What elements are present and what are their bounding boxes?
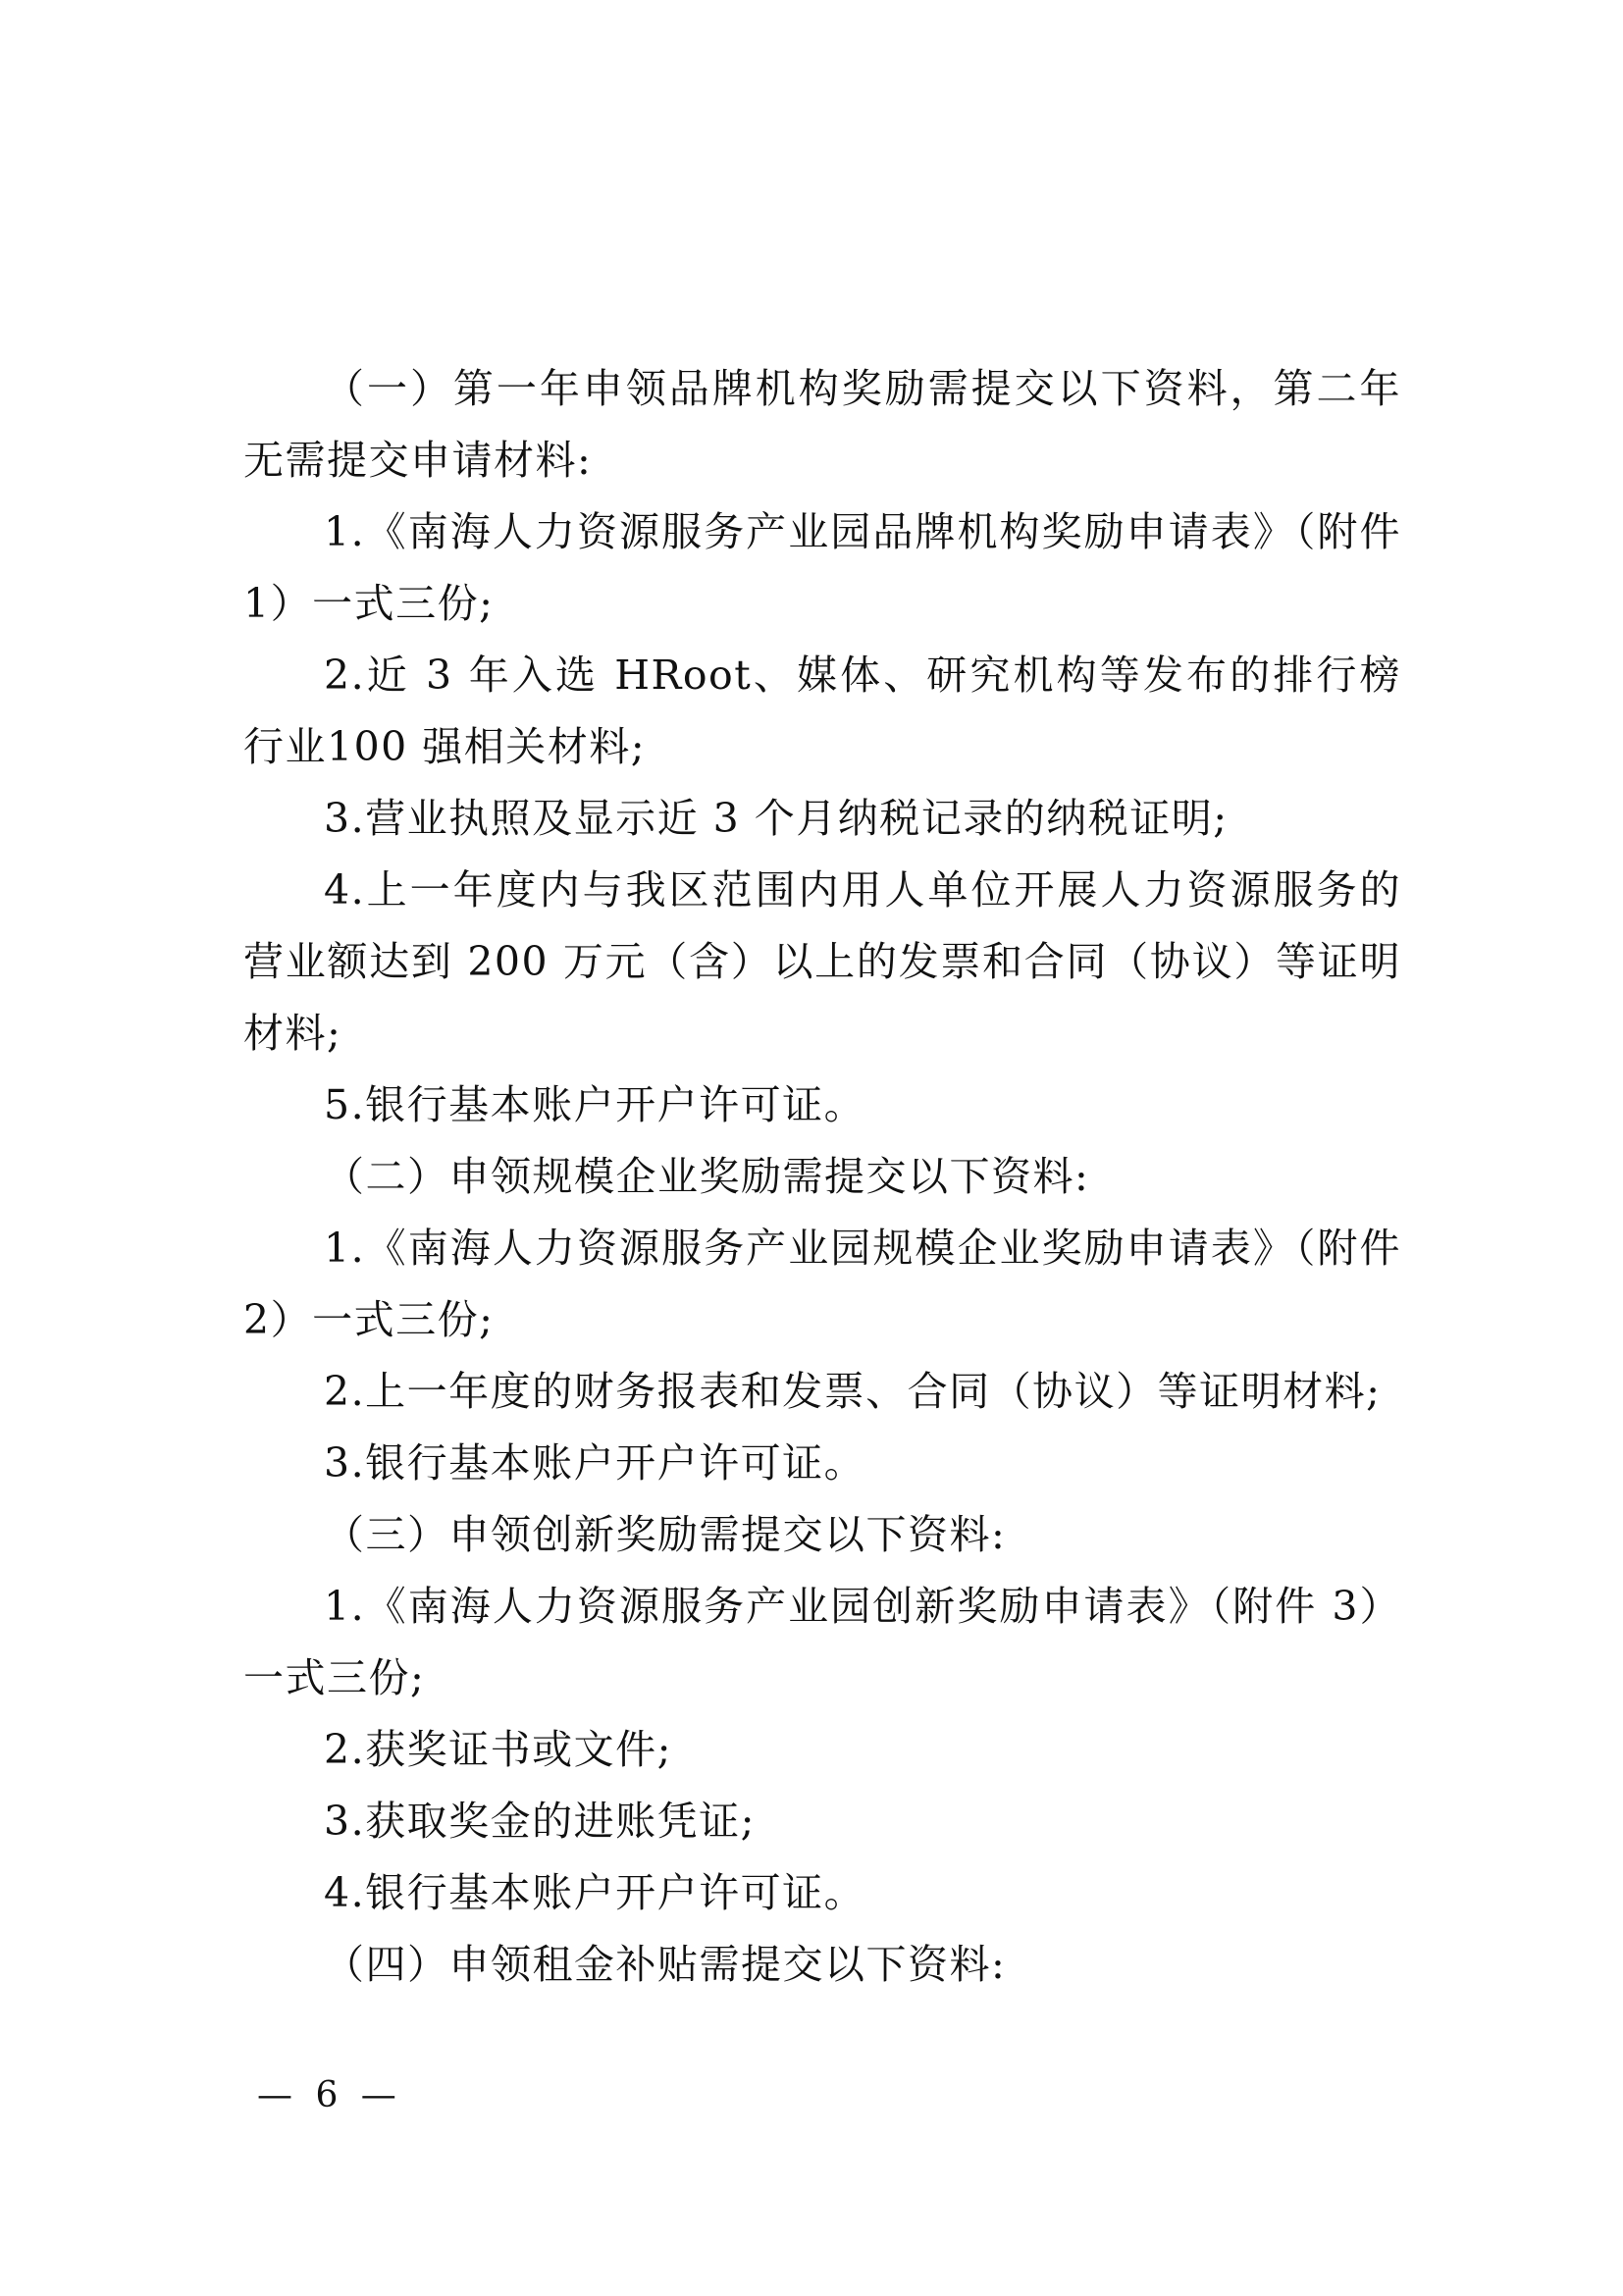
paragraph-section-2-heading: （二）申领规模企业奖励需提交以下资料: (324, 1153, 1090, 1200)
paragraph-section-3-heading: （三）申领创新奖励需提交以下资料: (324, 1511, 1007, 1558)
paragraph-item-1-1: 1.《南海人力资源服务产业园品牌机构奖励申请表》（附件1）一式三份; (243, 508, 1401, 627)
paragraph-item-1-4: 4.上一年度内与我区范围内用人单位开展人力资源服务的营业额达到 200 万元（含）以上的发票和合同（协议）等证明材料; (243, 866, 1401, 1057)
paragraph-section-1-heading: （一）第一年申领品牌机构奖励需提交以下资料，第二年无需提交申请材料: (243, 365, 1401, 484)
paragraph-item-3-4: 4.银行基本账户开户许可证。 (324, 1869, 866, 1916)
paragraph-item-1-2: 2.近 3 年入选 HRoot、媒体、研究机构等发布的排行榜行业100 强相关材料; (243, 652, 1401, 770)
paragraph-item-1-3: 3.营业执照及显示近 3 个月纳税记录的纳税证明; (324, 795, 1229, 842)
paragraph-item-1-5: 5.银行基本账户开户许可证。 (324, 1081, 866, 1128)
paragraph-item-2-2: 2.上一年度的财务报表和发票、合同（协议）等证明材料; (324, 1368, 1382, 1415)
paragraph-item-2-3: 3.银行基本账户开户许可证。 (324, 1439, 866, 1487)
document-body (243, 353, 1401, 2001)
paragraph-item-3-3: 3.获取奖金的进账凭证; (324, 1798, 756, 1845)
paragraph-item-3-1: 1.《南海人力资源服务产业园创新奖励申请表》（附件 3）一式三份; (243, 1583, 1401, 1701)
page-number: — 6 — (257, 2075, 402, 2115)
paragraph-item-2-1: 1.《南海人力资源服务产业园规模企业奖励申请表》（附件2）一式三份; (243, 1225, 1401, 1343)
paragraph-item-3-2: 2.获奖证书或文件; (324, 1726, 672, 1773)
paragraph-section-4-heading: （四）申领租金补贴需提交以下资料: (324, 1941, 1007, 1988)
